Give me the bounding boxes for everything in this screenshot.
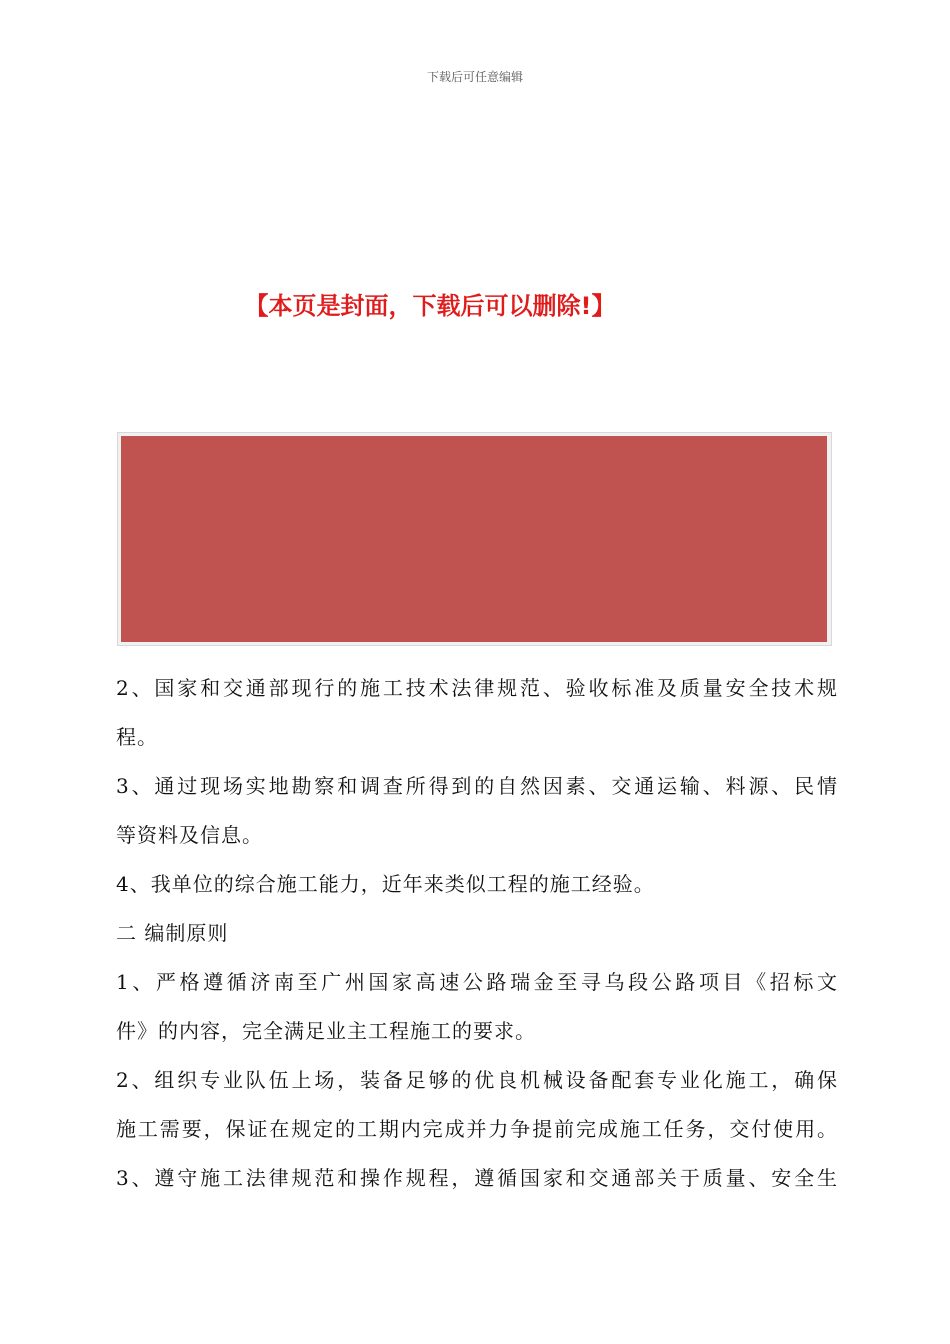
paragraph-line: 3、通过现场实地勘察和调查所得到的自然因素、交通运输、料源、民情 <box>116 774 838 798</box>
paragraph-line: 3、遵守施工法律规范和操作规程，遵循国家和交通部关于质量、安全生 <box>116 1166 838 1190</box>
paragraph-line: 1、严格遵循济南至广州国家高速公路瑞金至寻乌段公路项目《招标文 <box>116 970 838 994</box>
cover-delete-notice: 【本页是封面，下载后可以删除!】 <box>244 292 616 320</box>
page-header-note: 下载后可任意编辑 <box>426 70 523 84</box>
document-body <box>116 664 838 1203</box>
paragraph-line: 等资料及信息。 <box>116 823 263 847</box>
paragraph-line: 4、我单位的综合施工能力，近年来类似工程的施工经验。 <box>116 872 655 896</box>
paragraph-line: 施工需要，保证在规定的工期内完成并力争提前完成施工任务，交付使用。 <box>116 1117 838 1141</box>
paragraph-line: 件》的内容，完全满足业主工程施工的要求。 <box>116 1019 536 1043</box>
paragraph-line: 2、国家和交通部现行的施工技术法律规范、验收标准及质量安全技术规 <box>116 676 838 700</box>
paragraph-line: 程。 <box>116 725 158 749</box>
paragraph-line: 2、组织专业队伍上场，装备足够的优良机械设备配套专业化施工，确保 <box>116 1068 838 1092</box>
cover-red-block <box>121 436 827 642</box>
section-heading: 二 编制原则 <box>116 921 229 945</box>
